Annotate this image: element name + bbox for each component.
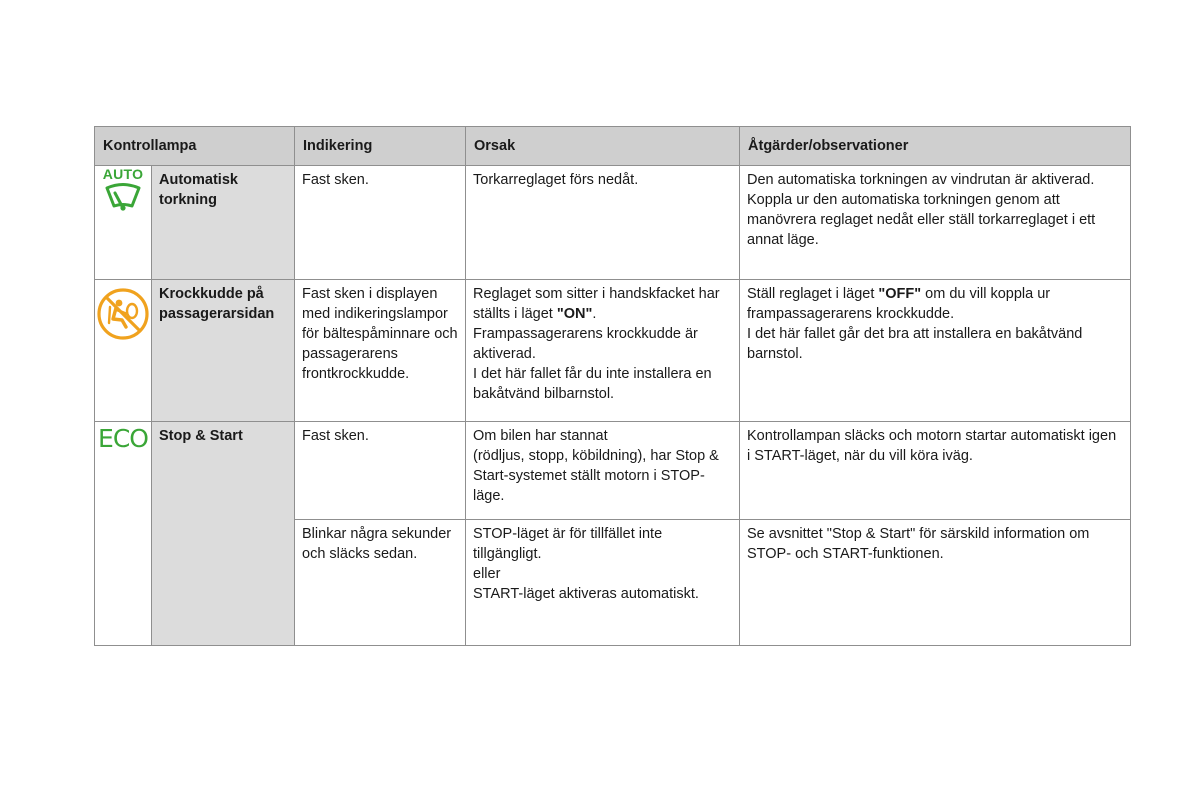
lamp-name-cell <box>152 280 295 422</box>
atgard-text: Den automatiska torkningen av vindrutan är aktiverad. Koppla ur den automatiska torkningen genom att manövrera reglaget nedåt eller ställ torkarreglaget i ett annat läge. <box>747 172 1096 248</box>
table-row <box>95 166 1131 280</box>
lamp-name: Stop & Start <box>159 428 243 444</box>
lamp-name: Krockkudde på passagerarsidan <box>159 286 275 322</box>
orsak-text: STOP-läget är för tillfället inte tillgängligt. eller START-läget aktiveras automatiskt. <box>473 526 699 602</box>
indikering-text: Fast sken i displayen med indikeringslampor för bältespåminnare och passagerarens frontkrockkudde. <box>302 286 458 382</box>
auto-wiper-icon <box>103 182 143 212</box>
lamp-name-cell <box>152 166 295 280</box>
atgard-cell <box>740 280 1131 422</box>
orsak-cell <box>466 422 740 520</box>
atgard-text-part: om du vill koppla ur frampassagerarens krockkudde. I det här fallet går det bra att installera en bakåtvänd barnstol. <box>747 286 1083 362</box>
lamp-icon-cell <box>95 166 152 280</box>
orsak-text: Om bilen har stannat (rödljus, stopp, köbildning), har Stop & Start-systemet ställt motorn i STOP-läge. <box>473 428 719 504</box>
lamp-name-cell <box>152 422 295 646</box>
lamp-name: Automatisk torkning <box>159 172 238 208</box>
atgard-text: Se avsnittet "Stop & Start" för särskild information om STOP- och START-funktionen. <box>747 526 1090 562</box>
atgard-text-part: Ställ reglaget i läget <box>747 286 879 302</box>
orsak-cell <box>466 280 740 422</box>
indikering-text: Fast sken. <box>302 172 369 188</box>
indikering-cell <box>295 422 466 520</box>
atgard-text: Kontrollampan släcks och motorn startar automatiskt igen i START-läget, när du vill köra iväg. <box>747 428 1117 464</box>
warning-lamp-table <box>94 126 1131 646</box>
orsak-on-value: "ON" <box>556 306 593 322</box>
indikering-text: Blinkar några sekunder och släcks sedan. <box>302 526 452 562</box>
atgard-text <box>740 280 1130 370</box>
eco-icon: ECO <box>98 424 148 453</box>
table-row <box>95 422 1131 520</box>
lamp-icon-cell <box>95 280 152 422</box>
auto-label: AUTO <box>102 166 144 182</box>
orsak-cell <box>466 520 740 646</box>
indikering-text: Fast sken. <box>302 428 369 444</box>
atgard-cell <box>740 520 1131 646</box>
header-indikering: Indikering <box>295 127 466 166</box>
header-kontrollampa: Kontrollampa <box>95 127 295 166</box>
orsak-text <box>466 280 739 410</box>
orsak-cell <box>466 166 740 280</box>
header-atgarder: Åtgärder/observationer <box>740 127 1131 166</box>
indikering-cell <box>295 520 466 646</box>
atgard-off-value: "OFF" <box>878 286 922 302</box>
indikering-cell <box>295 166 466 280</box>
orsak-text-part: . Frampassagerarens krockkudde är aktiverad. I det här fallet får du inte installera en bakåtvänd bilbarnstol. <box>473 306 712 402</box>
atgard-cell <box>740 166 1131 280</box>
orsak-text-part: Reglaget som sitter i handskfacket har ställts i läget <box>473 286 720 322</box>
header-orsak: Orsak <box>466 127 740 166</box>
table-row <box>95 280 1131 422</box>
atgard-cell <box>740 422 1131 520</box>
indikering-cell <box>295 280 466 422</box>
passenger-airbag-off-icon <box>96 287 150 341</box>
table-header-row <box>95 127 1131 166</box>
lamp-icon-cell <box>95 422 152 646</box>
orsak-text: Torkarreglaget förs nedåt. <box>473 172 639 188</box>
